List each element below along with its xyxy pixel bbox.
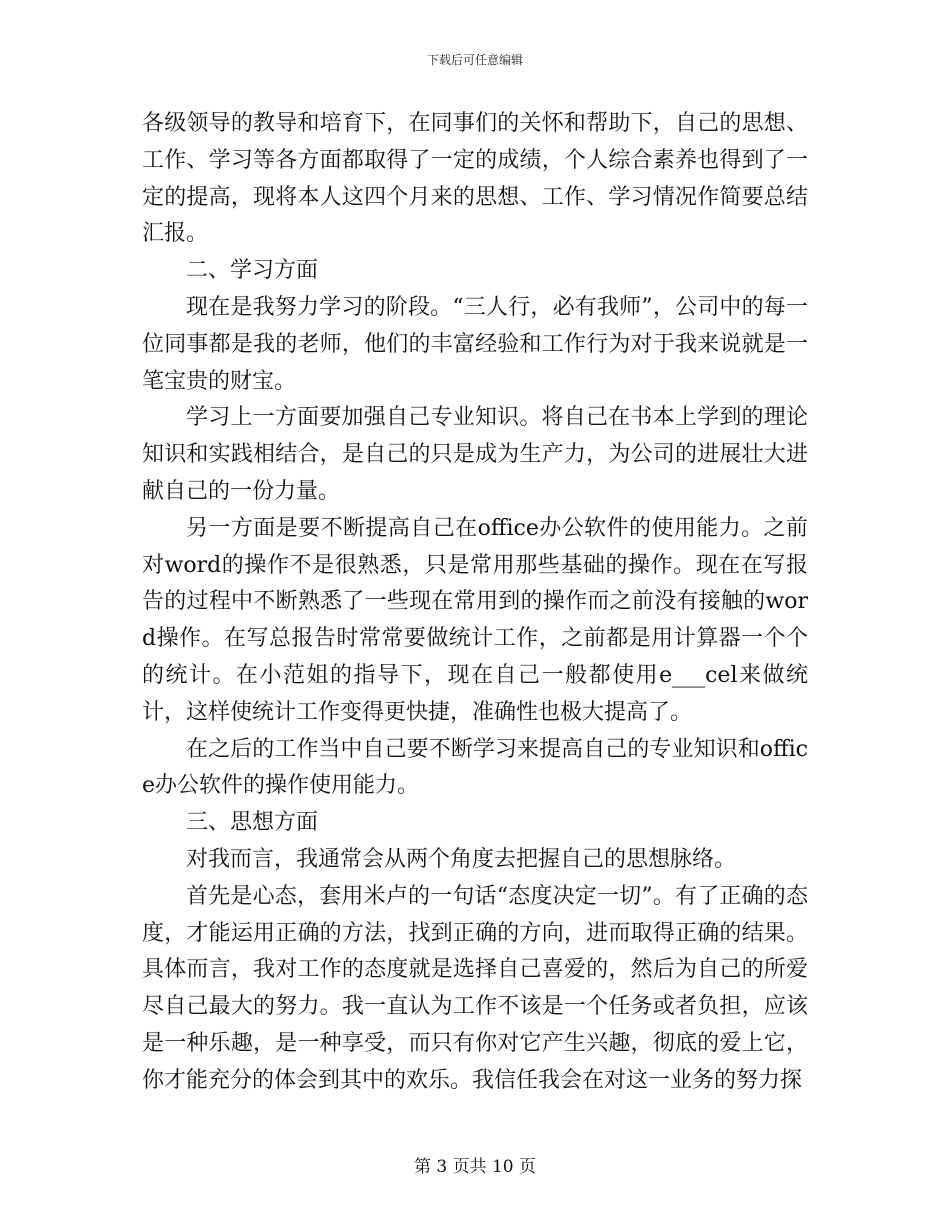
paragraph: 现在是我努力学习的阶段。“三人行，必有我师”，公司中的每一位同事都是我的老师，他们的丰富经验和工作行为对于我来说就是一笔宝贵的财宝。 (142, 294, 808, 394)
paragraph: 学习上一方面要加强自己专业知识。将自己在书本上学到的理论知识和实践相结合，是自己的只是成为生产力，为公司的进展壮大进献自己的一份力量。 (142, 405, 808, 504)
paragraph: 对我而言，我通常会从两个角度去把握自己的思想脉络。 (186, 846, 737, 872)
section-heading: 三、思想方面 (186, 810, 319, 836)
section-heading: 二、学习方面 (186, 258, 319, 284)
paragraph: 首先是心态，套用米卢的一句话“态度决定一切”。有了正确的态度，才能运用正确的方法，找到正确的方向，进而取得正确的结果。具体而言，我对工作的态度就是选择自己喜爱的，然后为自己的所爱尽自己最大的努力。我一直认为工作不该是一个任务或者负担，应该是一种乐趣，是一种享受，而只有你对它产生兴趣，彻底的爱上它，你才能充分的体会到其中的欢乐。我信任我会在对这一业务的努力探 (142, 883, 808, 1093)
paragraph: 在之后的工作当中自己要不断学习来提高自己的专业知识和office办公软件的操作使用能力。 (142, 736, 808, 799)
page-header: 下载后可任意编辑 (426, 53, 523, 67)
document-body (142, 106, 808, 1100)
page-number-footer: 第 3 页共 10 页 (413, 1157, 537, 1177)
paragraph: 另一方面是要不断提高自己在office办公软件的使用能力。之前对word的操作不是很熟悉，只是常用那些基础的操作。现在在写报告的过程中不断熟悉了一些现在常用到的操作而之前没有接触的word操作。在写总报告时常常要做统计工作，之前都是用计算器一个个的统计。在小范姐的指导下，现在自己一般都使用e___cel来做统计，这样使统计工作变得更快捷，准确性也极大提高了。 (142, 515, 808, 725)
paragraph: 各级领导的教导和培育下，在同事们的关怀和帮助下，自己的思想、工作、学习等各方面都取得了一定的成绩，个人综合素养也得到了一定的提高，现将本人这四个月来的思想、工作、学习情况作简要总结汇报。 (142, 111, 808, 247)
